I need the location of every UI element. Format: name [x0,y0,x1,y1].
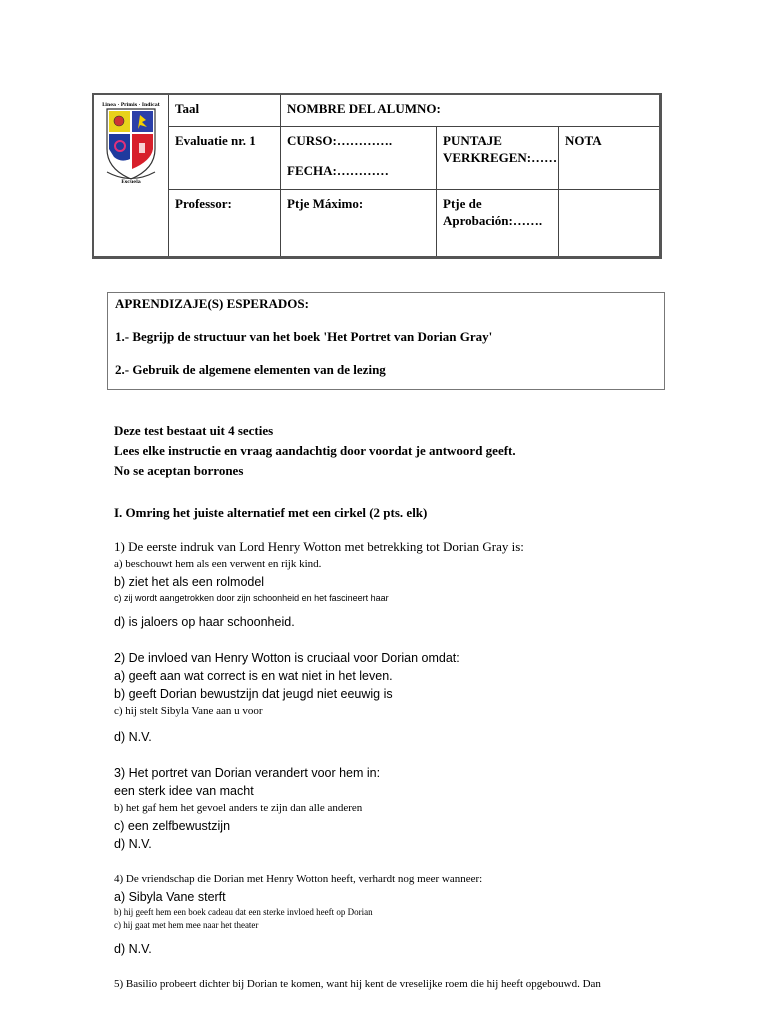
empty-cell [559,190,659,256]
question-3-option-b[interactable]: b) het gaf hem het gevoel anders te zijn dan alle anderen [114,802,363,814]
course-field: CURSO:…………. [287,133,393,148]
question-4-option-d[interactable]: d) N.V. [114,942,152,956]
question-1-option-d[interactable]: d) is jaloers op haar schoonheid. [114,615,295,629]
question-4 [114,871,674,958]
school-logo-cell [94,95,169,256]
learning-title: APRENDIZAJE(S) ESPERADOS: [115,296,309,311]
question-2-option-d[interactable]: d) N.V. [114,730,152,744]
question-4-text: 4) De vriendschap die Dorian met Henry Wotton heeft, verhardt nog meer wanneer: [114,873,483,885]
subject-cell: Taal [169,95,281,127]
question-3-option-d[interactable]: d) N.V. [114,837,152,851]
pass-score-field: Ptje de Aprobación:……. [437,190,559,256]
question-1 [114,538,674,631]
question-3-option-a[interactable]: een sterk idee van macht [114,784,254,798]
evaluation-cell: Evaluatie nr. 1 [169,127,281,190]
question-1-text: 1) De eerste indruk van Lord Henry Wotton met betrekking tot Dorian Gray is: [114,539,524,554]
learning-item-1: 1.- Begrijp de structuur van het boek 'Het Portret van Dorian Gray' [115,329,493,344]
exam-content [114,421,674,1011]
question-5 [114,976,674,993]
instruction-line-3: No se aceptan borrones [114,463,244,478]
question-1-option-a[interactable]: a) beschouwt hem als een verwent en rijk kind. [114,558,322,570]
grade-field: NOTA [559,127,659,190]
header-table [92,93,662,259]
question-3-text: 3) Het portret van Dorian verandert voor hem in: [114,766,381,780]
instructions [114,421,674,481]
question-2-option-b[interactable]: b) geeft Dorian bewustzijn dat jeugd niet eeuwig is [114,687,393,701]
learning-item-2: 2.- Gebruik de algemene elementen van de lezing [115,362,386,377]
logo-name: Escuela [121,180,141,185]
student-name-field: NOMBRE DEL ALUMNO: [281,95,659,127]
question-4-option-b[interactable]: b) hij geeft hem een boek cadeau dat een sterke invloed heeft op Dorian [114,907,373,917]
instruction-line-2: Lees elke instructie en vraag aandachtig door voordat je antwoord geeft. [114,443,516,458]
question-1-option-c[interactable]: c) zij wordt aangetrokken door zijn schoonheid en het fascineert haar [114,593,389,603]
question-2-option-c[interactable]: c) hij stelt Sibyla Vane aan u voor [114,705,263,717]
question-4-option-a[interactable]: a) Sibyla Vane sterft [114,890,226,904]
learning-objectives-box [107,292,665,390]
instruction-line-1: Deze test bestaat uit 4 secties [114,423,274,438]
school-crest-icon [101,99,161,185]
question-3-option-c[interactable]: c) een zelfbewustzijn [114,819,231,833]
question-1-option-b[interactable]: b) ziet het als een rolmodel [114,575,265,589]
section-1-title: I. Omring het juiste alternatief met een cirkel (2 pts. elk) [114,505,428,520]
question-5-text: 5) Basilio probeert dichter bij Dorian te komen, want hij kent de vreselijke roem die hij heeft opgebouwd. Dan [114,978,601,990]
question-4-option-c[interactable]: c) hij gaat met hem mee naar het theater [114,920,259,930]
date-field: FECHA:………… [287,163,389,178]
logo-motto: Linea · Primis · Indicat [102,103,160,108]
score-field: PUNTAJE VERKREGEN:…… [437,127,559,190]
teacher-field: Professor: [169,190,281,256]
question-3 [114,764,674,853]
question-2-option-a[interactable]: a) geeft aan wat correct is en wat niet in het leven. [114,669,393,683]
max-score-field: Ptje Máximo: [281,190,437,256]
question-2 [114,649,674,746]
question-2-text: 2) De invloed van Henry Wotton is cruciaal voor Dorian omdat: [114,651,460,665]
course-date-cell [281,127,437,190]
